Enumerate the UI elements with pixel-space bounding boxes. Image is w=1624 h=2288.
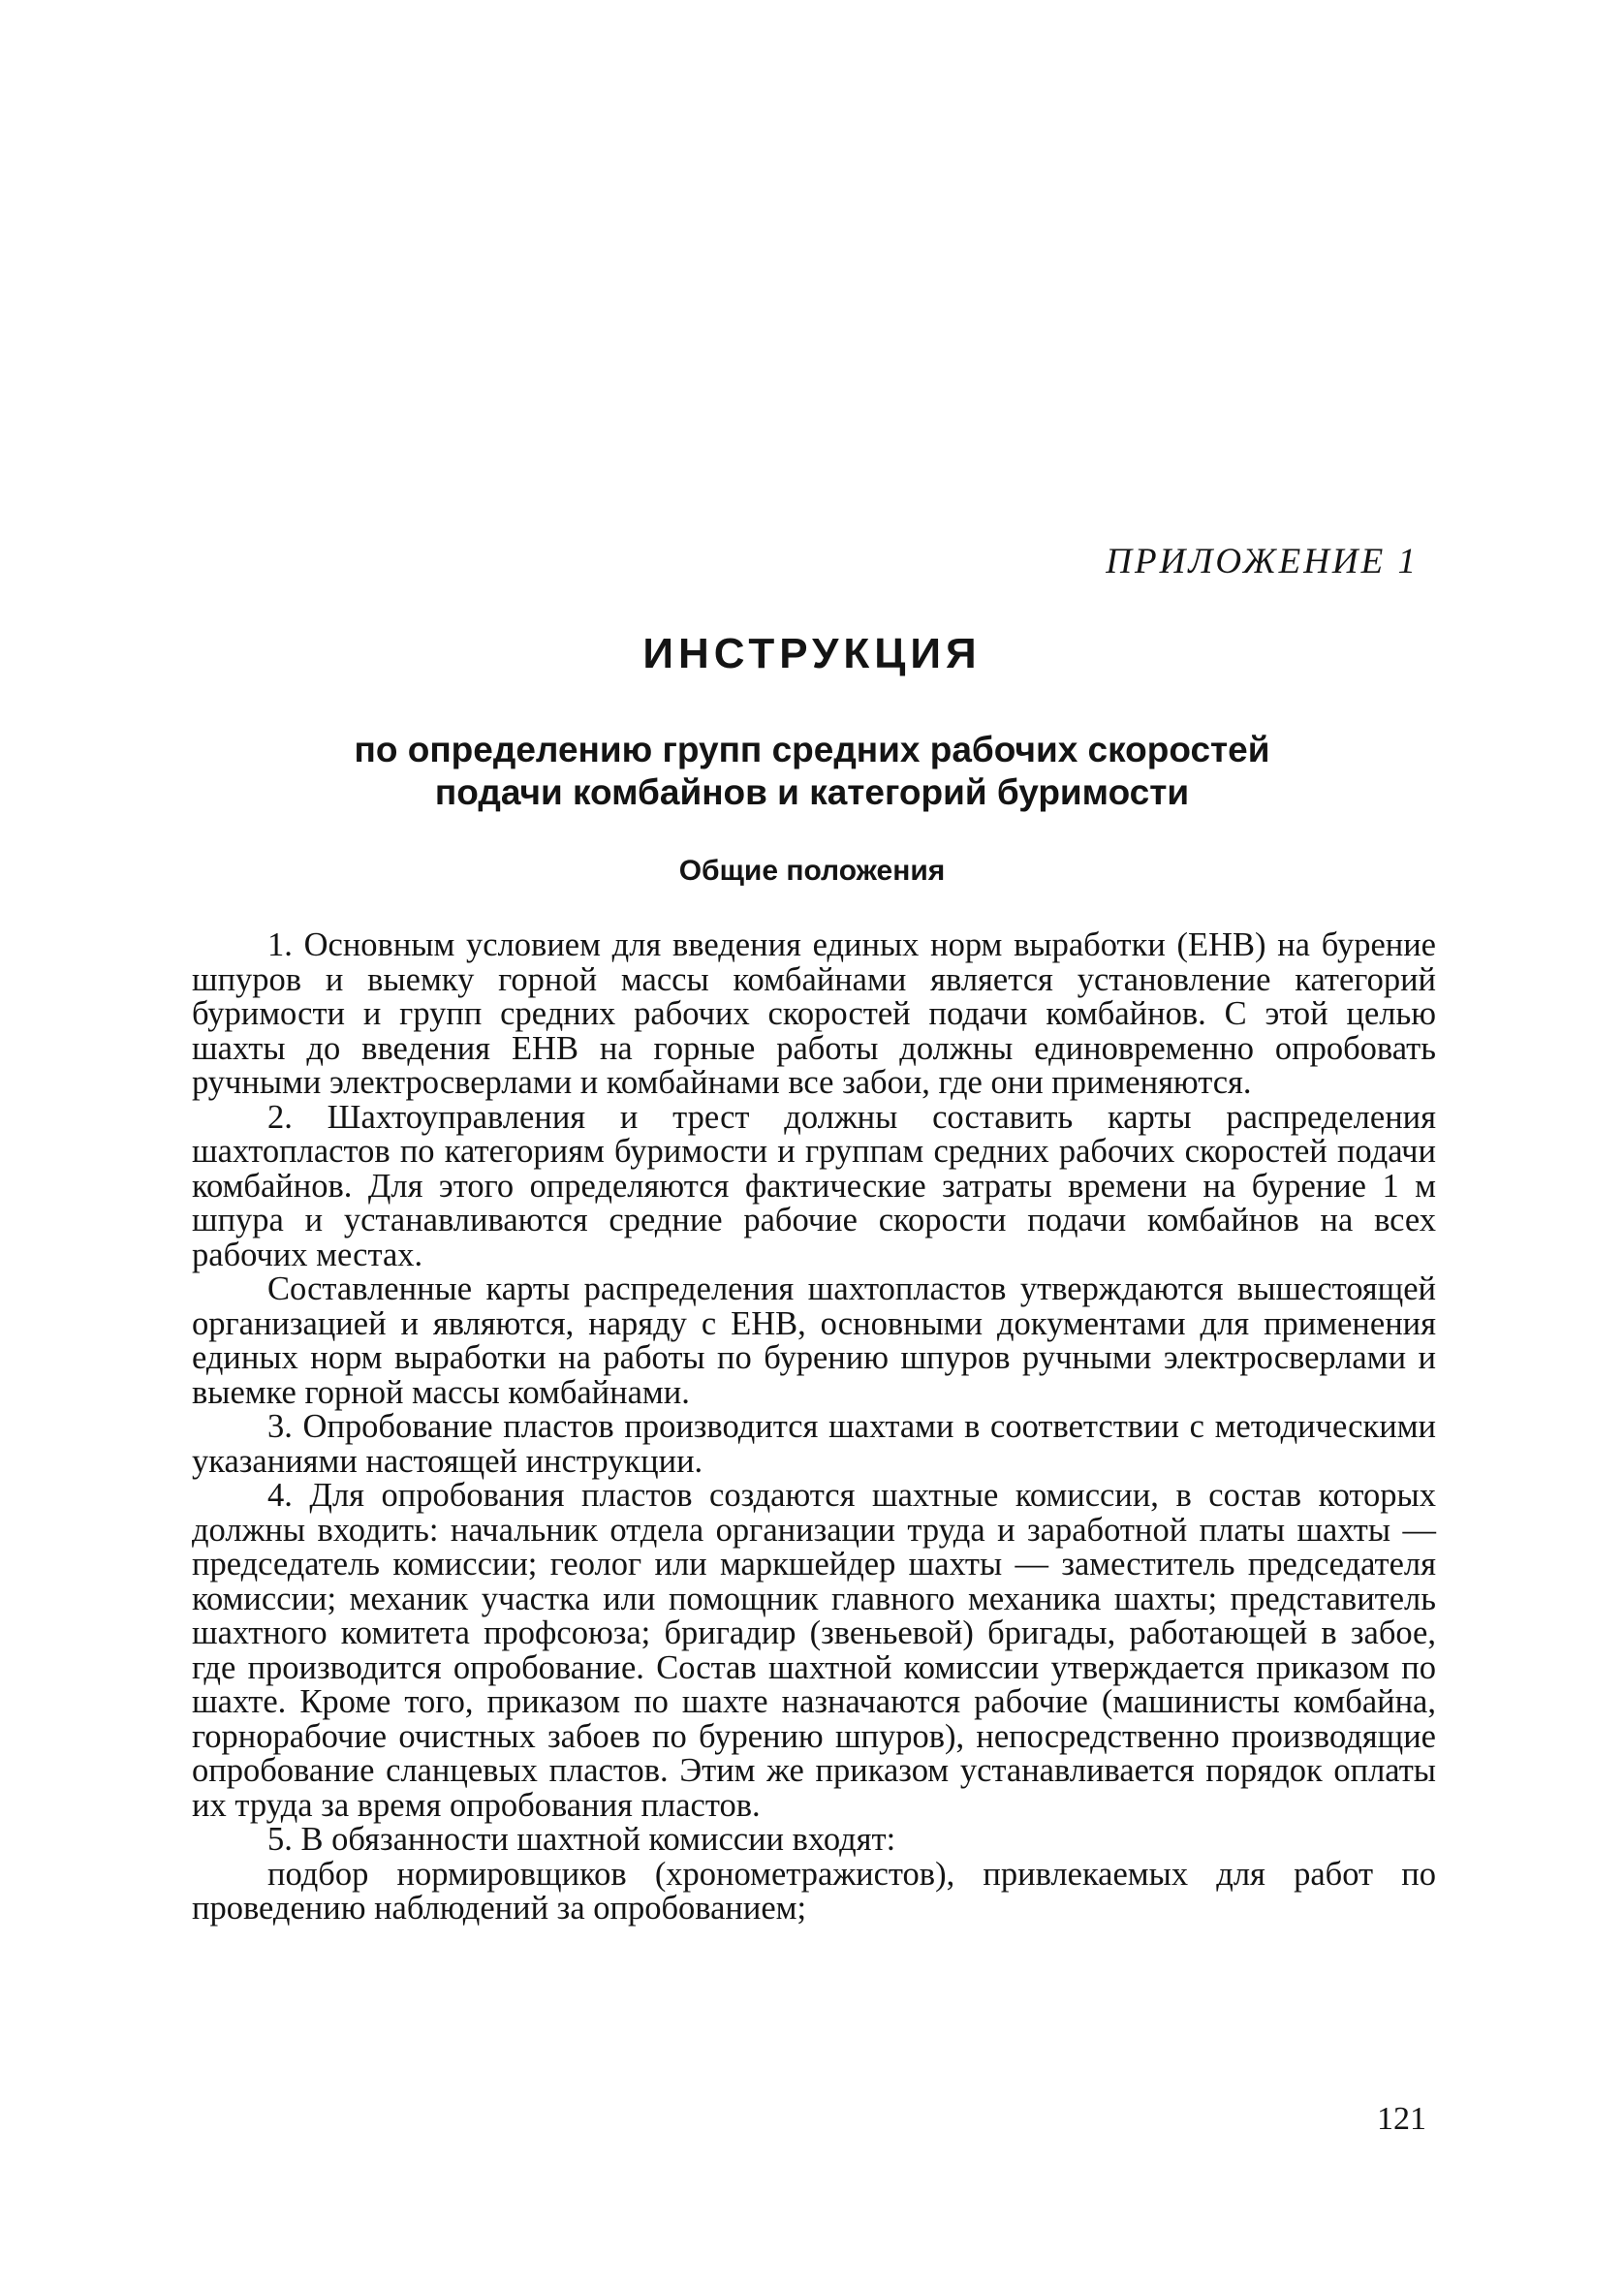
appendix-label: ПРИЛОЖЕНИЕ 1	[1106, 542, 1419, 581]
paragraph: 3. Опробование пластов производится шахтами в соответствии с методическими указаниями настоящей инструкции.	[192, 1408, 1436, 1480]
document-subtitle	[0, 729, 1624, 814]
subtitle-line: подачи комбайнов и категорий буримости	[434, 772, 1190, 812]
page-number: 121	[1377, 2101, 1426, 2137]
paragraph: 4. Для опробования пластов создаются шахтные комиссии, в состав которых должны входить: начальник отдела организации труда и заработной платы шахты — председатель комиссии; геолог или маркшейдер шахты — заместитель председателя комиссии; механик участка или помощник главного механика шахты; представитель шахтного комитета профсоюза; бригадир (звеньевой) бригады, работающей в забое, где производится опробование. Состав шахтной комиссии утверждается приказом по шахте. Кроме того, приказом по шахте назначаются рабочие (машинисты комбайна, горнорабочие очистных забоев по бурению шпуров), непосредственно производящие опробование сланцевых пластов. Этим же приказом устанавливается порядок оплаты их труда за время опробования пластов.	[192, 1477, 1436, 1824]
paragraph: Составленные карты распределения шахтопластов утверждаются вышестоящей организацией и являются, наряду с ЕНВ, основными документами для применения единых норм выработки на работы по бурению шпуров ручными электросверлами и выемке горной массы комбайнами.	[192, 1270, 1436, 1411]
section-heading: Общие положения	[678, 855, 946, 887]
body-text	[192, 928, 1436, 1927]
document-title: ИНСТРУКЦИЯ	[642, 630, 982, 677]
paragraph: 2. Шахтоуправления и трест должны составить карты распределения шахтопластов по категориям буримости и группам средних рабочих скоростей подачи комбайнов. Для этого определяются фактические затраты времени на бурение 1 м шпура и устанавливаются средние рабочие скорости подачи комбайнов на всех рабочих местах.	[192, 1098, 1436, 1273]
paragraph: подбор нормировщиков (хронометражистов), привлекаемых для работ по проведению наблюдений за опробованием;	[192, 1855, 1436, 1927]
paragraph: 5. В обязанности шахтной комиссии входят:	[267, 1821, 896, 1858]
subtitle-line: по определению групп средних рабочих скоростей	[354, 730, 1270, 769]
paragraph: 1. Основным условием для введения единых норм выработки (ЕНВ) на бурение шпуров и выемку горной массы комбайнами является установление категорий буримости и групп средних рабочих скоростей подачи комбайнов. С этой целью шахты до введения ЕНВ на горные работы должны единовременно опробовать ручными электросверлами и комбайнами все забои, где они применяются.	[192, 926, 1436, 1101]
